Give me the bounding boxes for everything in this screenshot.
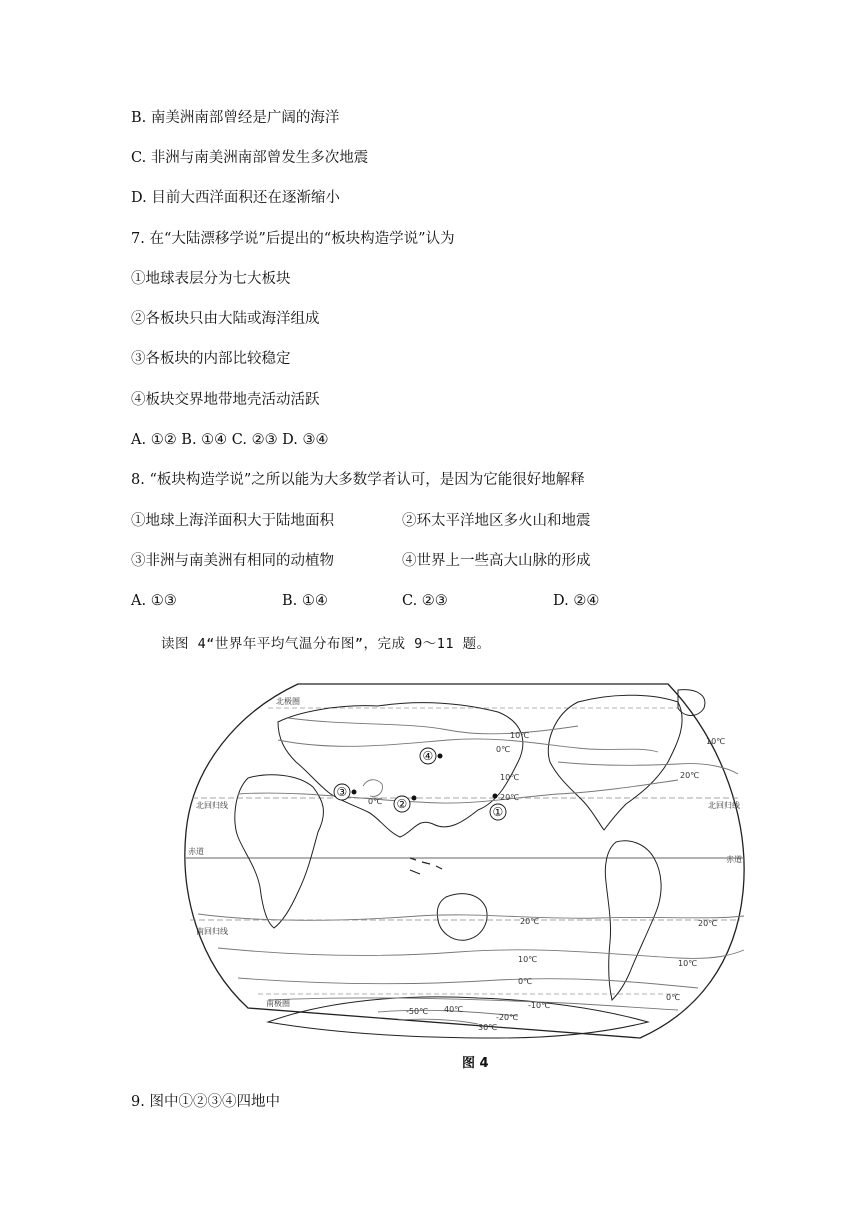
point-2-dot — [412, 796, 417, 801]
iso-label-s0b: 0℃ — [666, 993, 681, 1002]
point-3-dot — [352, 790, 357, 795]
isotherm-n10 — [278, 739, 658, 752]
q8-item-4: ④世界上一些高大山脉的形成 — [402, 553, 591, 569]
figure-caption: 图 4 — [462, 1056, 489, 1071]
q8-item-1: ①地球上海洋面积大于陆地面积 — [131, 513, 334, 529]
point-2-label: ② — [396, 797, 408, 811]
label-arctic: 北极圈 — [276, 697, 300, 706]
isotherm-labels — [368, 731, 725, 1032]
label-tropic-n-left: 北回归线 — [196, 801, 228, 810]
q8-item-3: ③非洲与南美洲有相同的动植物 — [131, 553, 334, 569]
iso-label-s0a: 0℃ — [518, 977, 533, 986]
label-tropic-n-right: 北回归线 — [708, 801, 740, 810]
map-frame — [185, 684, 744, 1038]
iso-label-n20a: 20℃ — [500, 793, 520, 802]
europe-asia-outline — [278, 703, 523, 837]
latitude-labels — [188, 696, 742, 1008]
q8-choice-c: C. ②③ — [402, 593, 448, 609]
q8-choice-d: D. ②④ — [553, 593, 600, 609]
label-antarctic: 南极圈 — [266, 999, 290, 1008]
q7-item-1: ①地球表层分为七大板块 — [131, 271, 291, 287]
label-equator-left: 赤道 — [188, 847, 204, 856]
isotherm-s20 — [198, 914, 744, 920]
iso-label-n20b: 20℃ — [680, 771, 700, 780]
figure-intro: 读图 4“世界年平均气温分布图”，完成 9～11 题。 — [161, 636, 491, 652]
q7-item-4: ④板块交界地带地壳活动活跃 — [131, 392, 320, 408]
isotherm-sm10 — [268, 998, 678, 1010]
label-equator-right: 赤道 — [726, 855, 742, 864]
isotherm-s10 — [218, 948, 744, 958]
world-temperature-map — [178, 682, 750, 1044]
iso-label-n0a: 0℃ — [496, 745, 511, 754]
isotherm-n0 — [288, 718, 578, 734]
isotherm-n20 — [238, 780, 678, 803]
iso-label-s20a: 20℃ — [520, 917, 540, 926]
isotherm-n0-tibet — [363, 780, 382, 797]
iso-label-sm20: -20℃ — [496, 1013, 519, 1022]
iso-label-n10a: 10℃ — [510, 731, 530, 740]
iso-label-sm30: 30℃ — [478, 1023, 498, 1032]
q8-stem: 8. “板块构造学说”之所以能为大多数学者认可，是因为它能很好地解释 — [131, 472, 585, 488]
point-1-dot — [493, 794, 498, 799]
indonesia-islands — [410, 858, 442, 874]
q6-option-d: D. 目前大西洋面积还在逐渐缩小 — [131, 190, 340, 206]
q6-option-c: C. 非洲与南美洲南部曾发生多次地震 — [131, 150, 369, 166]
iso-label-s20b: 20℃ — [698, 919, 718, 928]
q7-choices: A. ①② B. ①④ C. ②③ D. ③④ — [131, 432, 329, 448]
label-tropic-s: 南回归线 — [196, 927, 228, 936]
q7-item-2: ②各板块只由大陆或海洋组成 — [131, 311, 320, 327]
continents — [235, 690, 705, 1038]
q9-stem: 9. 图中①②③④四地中 — [131, 1094, 280, 1110]
q7-item-3: ③各板块的内部比较稳定 — [131, 351, 291, 367]
iso-label-n0b: 0℃ — [368, 797, 383, 806]
iso-label-sm40: 40℃ — [444, 1005, 464, 1014]
antarctica-outline — [268, 997, 648, 1038]
q8-choice-a: A. ①③ — [131, 593, 177, 609]
point-1-label: ① — [492, 805, 504, 819]
point-4-dot — [438, 754, 443, 759]
iso-label-sm50: -50℃ — [406, 1007, 429, 1016]
iso-label-s10b: 10℃ — [678, 959, 698, 968]
isotherm-s0 — [238, 978, 698, 988]
iso-label-n10c: 10℃ — [706, 737, 726, 746]
q8-item-2: ②环太平洋地区多火山和地震 — [402, 513, 591, 529]
iso-label-n10b: 10℃ — [500, 773, 520, 782]
q8-choice-b: B. ①④ — [282, 593, 328, 609]
australia-outline — [437, 894, 487, 941]
iso-label-sm10: -10℃ — [528, 1001, 551, 1010]
iso-label-s10a: 10℃ — [518, 955, 538, 964]
q6-option-b: B. 南美洲南部曾经是广阔的海洋 — [131, 110, 340, 126]
isotherm-n10-americas — [558, 762, 738, 774]
point-3-label: ③ — [336, 785, 348, 799]
isotherms — [198, 718, 744, 1024]
q7-stem: 7. 在“大陆漂移学说”后提出的“板块构造学说”认为 — [131, 231, 455, 247]
point-4-label: ④ — [422, 749, 434, 763]
